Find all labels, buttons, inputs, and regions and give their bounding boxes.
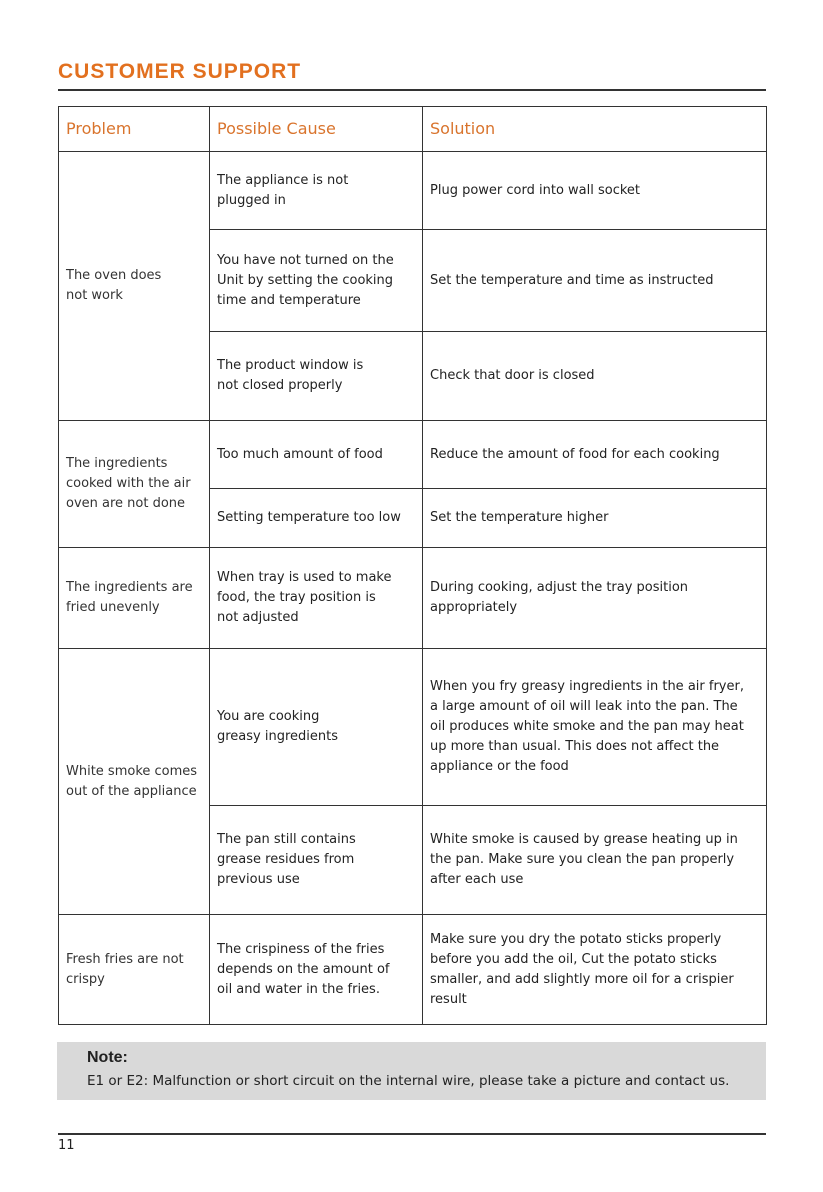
solution-cell: When you fry greasy ingredients in the air fryer, a large amount of oil will leak into the pan. The oil produces white smoke and the pan may heat up more than usual. This does not affect the appliance or the food xyxy=(423,649,767,806)
solution-cell: During cooking, adjust the tray position appropriately xyxy=(423,548,767,649)
table-row xyxy=(59,548,767,649)
problem-cell: The ingredients are fried unevenly xyxy=(59,548,210,649)
table-header-row xyxy=(59,107,767,152)
note-text: E1 or E2: Malfunction or short circuit on the internal wire, please take a picture and contact us. xyxy=(87,1073,730,1089)
cause-cell: Too much amount of food xyxy=(210,421,423,489)
header-solution: Solution xyxy=(423,107,767,152)
table-row xyxy=(59,915,767,1025)
cause-cell: You have not turned on the Unit by setting the cooking time and temperature xyxy=(210,230,423,332)
solution-cell: Check that door is closed xyxy=(423,332,767,421)
page-number: 11 xyxy=(58,1138,75,1153)
note-title: Note: xyxy=(87,1049,128,1066)
solution-cell: White smoke is caused by grease heating up in the pan. Make sure you clean the pan properly after each use xyxy=(423,806,767,915)
table-row xyxy=(59,649,767,806)
note-box xyxy=(57,1042,766,1100)
page-title: CUSTOMER SUPPORT xyxy=(58,60,302,83)
cause-cell: The crispiness of the fries depends on the amount of oil and water in the fries. xyxy=(210,915,423,1025)
problem-cell: White smoke comes out of the appliance xyxy=(59,649,210,915)
troubleshooting-table xyxy=(58,106,767,1025)
cause-cell: When tray is used to make food, the tray position is not adjusted xyxy=(210,548,423,649)
solution-cell: Make sure you dry the potato sticks properly before you add the oil, Cut the potato sticks smaller, and add slightly more oil for a crispier result xyxy=(423,915,767,1025)
solution-cell: Reduce the amount of food for each cooking xyxy=(423,421,767,489)
header-problem: Problem xyxy=(59,107,210,152)
problem-cell: The ingredients cooked with the air oven are not done xyxy=(59,421,210,548)
table-row xyxy=(59,421,767,489)
solution-cell: Set the temperature and time as instructed xyxy=(423,230,767,332)
cause-cell: The product window is not closed properly xyxy=(210,332,423,421)
cause-cell: The pan still contains grease residues from previous use xyxy=(210,806,423,915)
cause-cell: You are cooking greasy ingredients xyxy=(210,649,423,806)
problem-cell: Fresh fries are not crispy xyxy=(59,915,210,1025)
problem-cell: The oven does not work xyxy=(59,152,210,421)
solution-cell: Set the temperature higher xyxy=(423,489,767,548)
cause-cell: Setting temperature too low xyxy=(210,489,423,548)
table-row xyxy=(59,152,767,230)
footer-divider xyxy=(58,1133,766,1135)
header-divider xyxy=(58,89,766,91)
cause-cell: The appliance is not plugged in xyxy=(210,152,423,230)
header-possible-cause: Possible Cause xyxy=(210,107,423,152)
solution-cell: Plug power cord into wall socket xyxy=(423,152,767,230)
